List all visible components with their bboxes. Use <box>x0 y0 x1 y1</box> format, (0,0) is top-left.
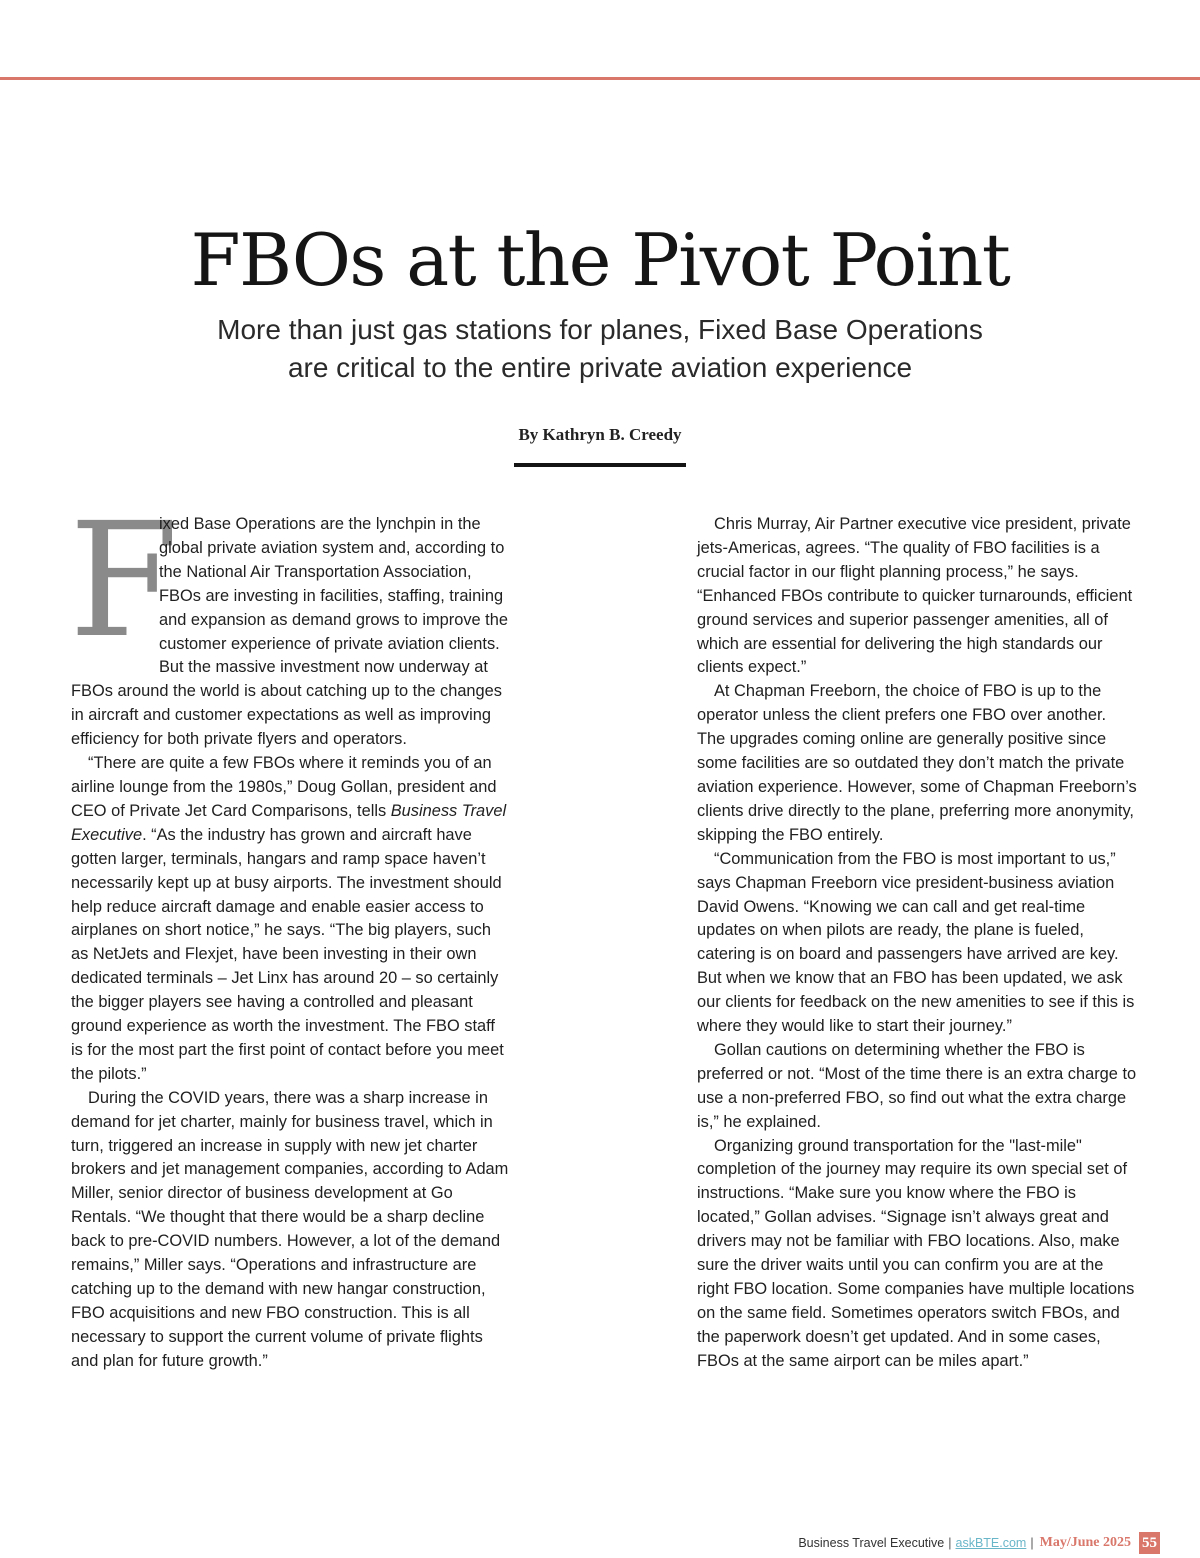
page-footer <box>798 1531 1160 1555</box>
footer-issue-date: May/June 2025 <box>1039 1535 1131 1550</box>
subtitle-line-1: More than just gas stations for planes, Fixed Base Operations <box>217 314 983 345</box>
article-column-left <box>69 489 511 1374</box>
footer-separator: | <box>948 1536 952 1550</box>
footer-separator: | <box>1030 1536 1034 1550</box>
paragraph: At Chapman Freeborn, the choice of FBO is up to the operator unless the client prefers one FBO over another. The upgrades coming online are generally positive since some facilities are so outdated they don’t match the private aviation experience. However, some of Chapman Freeborn’s clients drive directly to the plane, preferring more anonymity, skipping the FBO entirely. <box>697 682 1137 844</box>
paragraph: Chris Murray, Air Partner executive vice president, private jets-Americas, agrees. “The quality of FBO facilities is a crucial factor in our flight planning process,” he says. “Enhanced FBOs contribute to quicker turnarounds, efficient ground services and superior passenger amenities, all of which are essential for delivering the high standards our clients expect.” <box>697 515 1133 677</box>
article-subtitle <box>150 311 1050 387</box>
paragraph: Gollan cautions on determining whether the FBO is preferred or not. “Most of the time there is an extra charge to use a non-preferred FBO, so find out what the extra charge is,” he explained. <box>697 1040 1137 1131</box>
publication-name: Business Travel Executive <box>71 801 507 844</box>
byline: By Kathryn B. Creedy <box>518 425 682 444</box>
paragraph <box>69 489 511 752</box>
byline-underline <box>514 463 686 467</box>
drop-cap: F <box>69 489 179 673</box>
paragraph: “Communication from the FBO is most important to us,” says Chapman Freeborn vice president-business aviation David Owens. “Knowing we can call and get real-time updates on when pilots are ready, the plane is fueled, catering is on board and passengers have arrived are key. But when we know that an FBO has been updated, we ask our clients for feedback on the new amenities to see if this is where they would like to start their journey.” <box>697 849 1135 1036</box>
subtitle-line-2: are critical to the entire private aviation experience <box>287 352 913 383</box>
paragraph-text: ixed Base Operations are the lynchpin in the global private aviation system and, according to the National Air Transportation Association, FBOs are investing in facilities, staffing, training and expansion as demand grows to improve the customer experience of private aviation clients. But the massive investment now underway at FBOs around the world is about catching up to the changes in aircraft and customer expectations as well as improving efficiency for both private flyers and operators. <box>71 515 508 749</box>
paragraph: Organizing ground transportation for the "last-mile" completion of the journey may require its own special set of instructions. “Make sure you know where the FBO is located,” Gollan advises. “Signage isn’t always great and drivers may not be familiar with FBO locations. Also, make sure the driver waits until you can confirm you are at the right FBO location. Some companies have multiple locations on the same field. Sometimes operators switch FBOs, and the paperwork doesn’t get updated. And in some cases, FBOs at the same airport can be miles apart.” <box>697 1136 1135 1370</box>
footer-website-link[interactable]: askBTE.com <box>955 1536 1027 1550</box>
paragraph-text: “There are quite a few FBOs where it reminds you of an airline lounge from the 1980s,” Doug Gollan, president and CEO of Private Jet Card Comparisons, tells <box>71 754 497 820</box>
footer-publication: Business Travel Executive <box>798 1536 945 1550</box>
top-accent-rule <box>0 77 1200 80</box>
paragraph-text: . “As the industry has grown and aircraft have gotten larger, terminals, hangars and ramp space haven’t necessarily kept up at busy airports. The investment should help reduce aircraft damage and enable easier access to airplanes on short notice,” he says. “The big players, such as NetJets and Flexjet, have been investing in their own dedicated terminals – Jet Linx has around 20 – so certainly the bigger players see having a controlled and pleasant ground experience as worth the investment. The FBO staff is for the most part the first point of contact before you meet the pilots.” <box>71 825 504 1083</box>
article-column-right <box>697 513 1137 1374</box>
page-number: 55 <box>1139 1532 1160 1554</box>
paragraph <box>71 752 511 1087</box>
paragraph: During the COVID years, there was a sharp increase in demand for jet charter, mainly for business travel, which in turn, triggered an increase in supply with new jet charter brokers and jet management companies, according to Adam Miller, senior director of business development at Go Rentals. “We thought that there would be a sharp decline back to pre-COVID numbers. However, a lot of the demand remains,” Miller says. “Operations and infrastructure are catching up to the demand with new hangar construction, FBO acquisitions and new FBO construction. This is all necessary to support the current volume of private flights and plan for future growth.” <box>71 1088 509 1370</box>
article-title: FBOs at the Pivot Point <box>190 218 1010 302</box>
